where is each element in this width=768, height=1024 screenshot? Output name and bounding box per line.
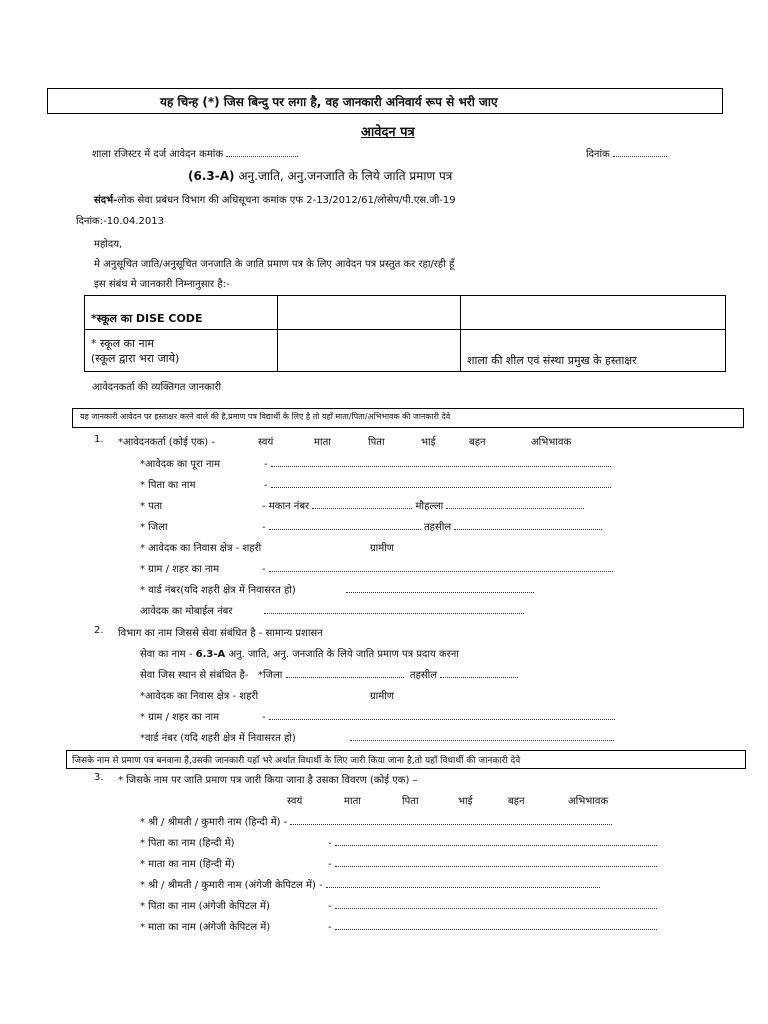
personal-info-label: आवेदनकर्ता की व्यक्तिगत जानकारी (92, 382, 222, 393)
seal-signature-field[interactable] (461, 330, 726, 372)
name-hindi-label: * श्री / श्रीमती / कुमारी नाम (हिन्दी में) - (140, 817, 288, 828)
mother-hindi-label: * माता का नाम (हिन्दी में) (140, 859, 235, 870)
form-title: आवेदन पत्र (361, 125, 415, 140)
mother-english-dash: - (328, 919, 657, 933)
mobile-field-wrap (264, 603, 524, 617)
village-city-label: * ग्राम / शहर का नाम (140, 564, 220, 575)
address-label: * पता (140, 501, 163, 512)
applicant-full-name-field[interactable] (271, 456, 611, 467)
mother-english-label: * माता का नाम (अंगेजी केपिटल में) (140, 922, 271, 933)
father-english-dash: - (328, 898, 657, 912)
school-name-label-cell (85, 330, 278, 372)
ward-field[interactable] (346, 582, 534, 593)
mohalla-field[interactable] (446, 498, 584, 509)
tehsil-label: तहसील (423, 522, 452, 533)
dise-code-label-cell (85, 296, 278, 330)
father-english-label: * पिता का नाम (अंगेजी केपिटल में) (140, 901, 270, 912)
service-place-row (140, 667, 518, 681)
mother-english-field[interactable] (335, 919, 657, 930)
section-2-village-field[interactable] (269, 709, 615, 720)
service-tehsil-field[interactable] (440, 667, 518, 678)
option-self[interactable]: स्वयं (258, 437, 274, 448)
section-1-label: *आवेदनकर्ता (कोई एक) - (118, 437, 215, 448)
section-1-number: 1. (94, 434, 104, 445)
applicant-full-name-dash: - (264, 456, 611, 470)
notice-2: जिसके नाम से प्रमाण पत्र बनवाना है,उसकी जानकारी यहाँ भरे अर्थात विधार्थी के लिए जारी किया जाना है,तो यहाँ विधार्थी की जानकारी देवे (72, 756, 521, 766)
district-label: * जिला (140, 522, 168, 533)
service-tehsil-label: तहसील (409, 670, 438, 681)
father-hindi-field[interactable] (335, 835, 657, 846)
father-name-field[interactable] (271, 477, 611, 488)
section-3-option-brother[interactable]: भाई (458, 796, 473, 807)
mobile-field[interactable] (264, 603, 524, 614)
section-2-ward-label: *वार्ड नंबर (यदि शहरी क्षेत्र में निवासरत हो) (140, 733, 296, 744)
section-3-option-sister[interactable]: बहन (508, 796, 525, 807)
father-name-label: * पिता का नाम (140, 480, 196, 491)
notice-1: यह जानकारी आवेदन पर हस्ताक्षर करने वाले की है,प्रमाण पत्र विद्यार्थी के लिए है तो यहाँ माता/पिता/अभिभावक की जानकारी देवे (80, 412, 451, 421)
register-number-label: शाला रजिस्टर में दर्ज आवेदन कमांक (92, 146, 298, 160)
subject-line: (6.3-A) अनु.जाति, अनु.जनजाति के लिये जाति प्रमाण पत्र (188, 169, 453, 183)
dise-extra-cell[interactable] (461, 296, 726, 330)
section-3-option-mother[interactable]: माता (344, 796, 361, 807)
tehsil-field[interactable] (454, 519, 602, 530)
reference-line: संदर्भ-लोक सेवा प्रबंधन विभाग की अधिसूचना कमांक एफ 2-13/2012/61/लोसेप/पी.एस.जी-19 (94, 195, 456, 206)
seal-signature-label: शाला की शील एवं संस्था प्रमुख के हस्ताक्षर (467, 354, 637, 367)
date-label: दिनांक (586, 146, 667, 160)
section-2-village-dash: - (262, 709, 615, 723)
section-2-rural-option[interactable]: ग्रामीण (370, 691, 395, 702)
applicant-full-name-label: *आवेदक का पूरा नाम (140, 459, 221, 470)
date-field[interactable] (613, 146, 667, 157)
name-english-label: * श्री / श्रीमती / कुमारी नाम (अंगेजी केपिटल में) - (140, 880, 323, 891)
dise-code-field[interactable] (278, 296, 461, 330)
district-row: - तहसील (262, 519, 602, 533)
name-hindi-row (140, 814, 612, 828)
register-number-field[interactable] (226, 146, 298, 157)
father-hindi-dash: - (328, 835, 657, 849)
intro-line-1: मे अनुसूचित जाति/अनुसूचित जनजाति के जाति प्रमाण पत्र के लिए आवेदन पत्र प्रस्तुत कर रहा/रही हूँ (94, 259, 455, 270)
house-no-label: मकान नंबर (268, 501, 310, 512)
name-hindi-field[interactable] (290, 814, 612, 825)
address-row: - मकान नंबर मौहल्ला (262, 498, 584, 512)
section-2-ward-field-wrap (350, 730, 614, 744)
residence-area-label[interactable]: * आवेदक का निवास क्षेत्र - शहरी (140, 543, 262, 554)
school-name-field[interactable] (278, 330, 461, 372)
village-city-dash: - (262, 561, 613, 575)
school-name-note: (स्कूल द्वारा भरा जाये) (91, 351, 180, 365)
residence-rural-option[interactable]: ग्रामीण (370, 543, 395, 554)
school-info-table (84, 295, 726, 372)
name-english-row (140, 877, 600, 891)
father-hindi-label: * पिता का नाम (हिन्दी में) (140, 838, 235, 849)
option-guardian[interactable]: अभिभावक (531, 437, 572, 448)
section-3-label: * जिसके नाम पर जाति प्रमाण पत्र जारी किया जाना है उसका विवरण (कोई एक) – (118, 775, 418, 786)
school-name-label: * स्कूल का नाम (91, 336, 155, 350)
mohalla-label: मौहल्ला (415, 501, 444, 512)
service-place-label: सेवा जिस स्थान से संबंधित है- (140, 670, 249, 681)
option-mother[interactable]: माता (314, 437, 331, 448)
section-2-village-label: * ग्राम / शहर का नाम (140, 712, 220, 723)
section-3-option-father[interactable]: पिता (402, 796, 419, 807)
option-father[interactable]: पिता (368, 437, 385, 448)
section-2-ward-field[interactable] (350, 730, 614, 741)
village-city-field[interactable] (269, 561, 613, 572)
dise-code-label: *स्कूल का DISE CODE (91, 312, 203, 325)
reference-date: दिनांक:-10.04.2013 (76, 216, 164, 227)
father-name-dash: - (264, 477, 611, 491)
section-2-residence-label[interactable]: *आवेदक का निवास क्षेत्र - शहरी (140, 691, 259, 702)
option-brother[interactable]: भाई (421, 437, 436, 448)
service-district-label: *जिला (257, 670, 283, 681)
section-2-label: विभाग का नाम जिससे सेवा संबंधित है - सामान्य प्रशासन (118, 628, 323, 639)
district-field[interactable] (269, 519, 421, 530)
mother-hindi-field[interactable] (335, 856, 657, 867)
ward-field-wrap (346, 582, 534, 596)
salutation: महोदय, (94, 239, 123, 250)
section-3-option-guardian[interactable]: अभिभावक (568, 796, 609, 807)
mandatory-note: यह चिन्ह (*) जिस बिन्दु पर लगा है, वह जानकारी अनिवार्य रूप से भरी जाए (160, 95, 498, 109)
service-district-field[interactable] (286, 667, 404, 678)
intro-line-2: इस संबंध मे जानकारी निम्नानुसार है:- (94, 279, 230, 290)
ward-label: * वार्ड नंबर(यदि शहरी क्षेत्र में निवासरत हो) (140, 585, 296, 596)
section-3-number: 3. (94, 772, 104, 783)
service-name-line: सेवा का नाम - 6.3-A अनु. जाति, अनु. जनजाति के लिये जाति प्रमाण पत्र प्रदाय करना (140, 649, 459, 660)
mother-hindi-dash: - (328, 856, 657, 870)
section-3-option-self[interactable]: स्वयं (287, 796, 303, 807)
father-english-field[interactable] (335, 898, 657, 909)
house-no-field[interactable] (312, 498, 412, 509)
option-sister[interactable]: बहन (469, 437, 486, 448)
section-2-number: 2. (94, 625, 104, 636)
name-english-field[interactable] (326, 877, 600, 888)
mobile-label: आवेदक का मोबाईल नंबर (140, 606, 233, 617)
